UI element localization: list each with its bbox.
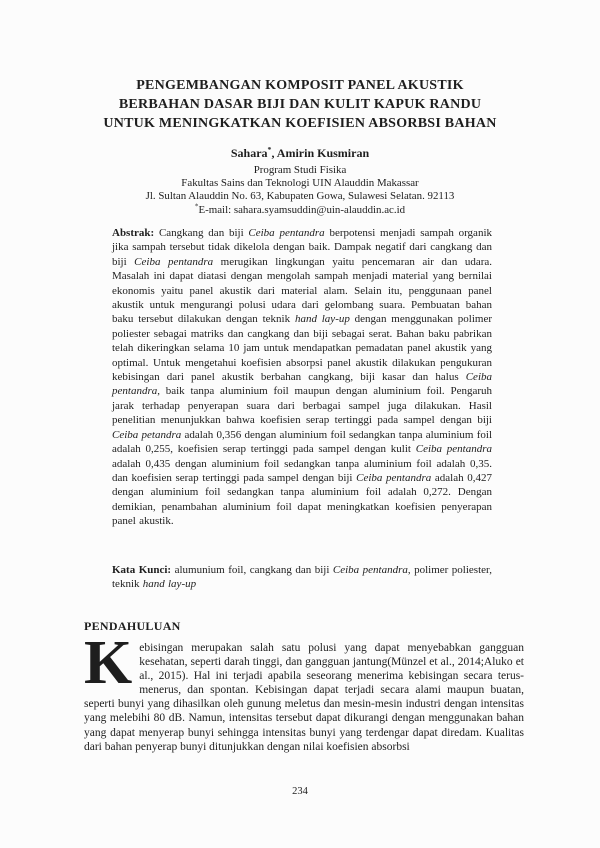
- affiliation-line-address: Jl. Sultan Alauddin No. 63, Kabupaten Gowa, Sulawesi Selatan. 92113: [145, 190, 455, 203]
- intro-paragraph: [84, 629, 524, 754]
- email-line: *E-mail: sahara.syamsuddin@uin-alauddin.ac.id: [194, 201, 406, 216]
- abstract-paragraph: Abstrak: Cangkang dan biji Ceiba pentandra berpotensi menjadi sampah organik jika sampah tersebut tidak dikelola dengan baik. Dampak negatif dari cangkang dan biji Ceiba pentandra merugikan lingkungan yaitu pencemaran air dan udara. Masalah ini dapat diatasi dengan mengolah sampah menjadi material yang bernilai ekonomis yaitu panel akustik dari material alam. Selain itu, penggunaan panel akustik untuk mengurangi polusi udara dari gelombang suara. Pembuatan bahan baku tersebut dilakukan dengan teknik hand lay-up dengan menggunakan polimer poliester sebagai matriks dan cangkang dan biji sebagai serat. Bahan baku pabrikan telah dikeringkan selama 10 jam untuk mendapatkan pemadatan panel akustik yang optimal. Untuk mengetahui koefisien absorpsi panel akustik dilakukan pengukuran kebisingan dari panel akustik berbahan cangkang, biji kasar dan halus Ceiba pentandra, baik tanpa aluminium foil maupun dengan aluminium foil. Pengaruh jarak terhadap penyerapan suara dari berbagai sampel juga dilakukan. Hasil penelitian menunjukkan bahwa koefisien serap tertinggi pada sampel dengan biji Ceiba petandra adalah 0,356 dengan aluminium foil sedangkan tanpa aluminium foil adalah 0,255, koefisien serap tertinggi pada sampel dengan kulit Ceiba pentandra adalah 0,435 dengan aluminium foil sedangkan tanpa aluminium foil adalah 0,35. dan koefisien serap tertinggi pada sampel dengan biji Ceiba pentandra adalah 0,427 dengan aluminium foil sedangkan tanpa aluminium foil adalah 0,272. Dengan demikian, penambahan aluminium foil dapat meningkatkan koefisien penyerapan panel akustik.: [112, 227, 493, 528]
- affiliation-line-faculty: Fakultas Sains dan Teknologi UIN Alauddin Makassar: [181, 177, 419, 190]
- drop-cap: K: [84, 629, 133, 697]
- paper-title: [0, 76, 600, 133]
- keywords-paragraph: Kata Kunci: alumunium foil, cangkang dan biji Ceiba pentandra, polimer poliester, teknik hand lay-up: [112, 564, 492, 591]
- byline-block: [0, 146, 600, 217]
- paper-title-line-3: UNTUK MENINGKATKAN KOEFISIEN ABSORBSI BAHAN: [103, 116, 497, 131]
- authors-line: Sahara*, Amirin Kusmiran: [230, 145, 370, 160]
- page-number: 234: [292, 786, 308, 797]
- paper-title-line-2: BERBAHAN DASAR BIJI DAN KULIT KAPUK RANDU: [118, 97, 482, 112]
- intro-text: ebisingan merupakan salah satu polusi yang dapat menyebabkan gangguan kesehatan, seperti darah tinggi, dan gangguan jantung(Münzel et al., 2014;Aluko et al., 2015). Hal ini terjadi apabila seseorang menerima kebisingan secara terus-menerus, dan spontan. Kebisingan dapat terjadi secara alami maupun buatan, seperti bunyi yang dihasilkan oleh gunung meletus dan mesin-mesin industri dengan intensitas yang melebihi 80 dB. Namun, intensitas tersebut dapat dikurangi dengan menggunakan bahan yang dapat menyerap bunyi sehingga intensitas bunyi yang terdengar dapat diredam. Kualitas dari bahan penyerap bunyi ditunjukkan dengan nilai koefisien absorbsi: [84, 642, 524, 753]
- paper-title-line-1: PENGEMBANGAN KOMPOSIT PANEL AKUSTIK: [136, 78, 464, 93]
- affiliation-line-program: Program Studi Fisika: [253, 164, 347, 176]
- section-heading-pendahuluan: PENDAHULUAN: [84, 619, 181, 633]
